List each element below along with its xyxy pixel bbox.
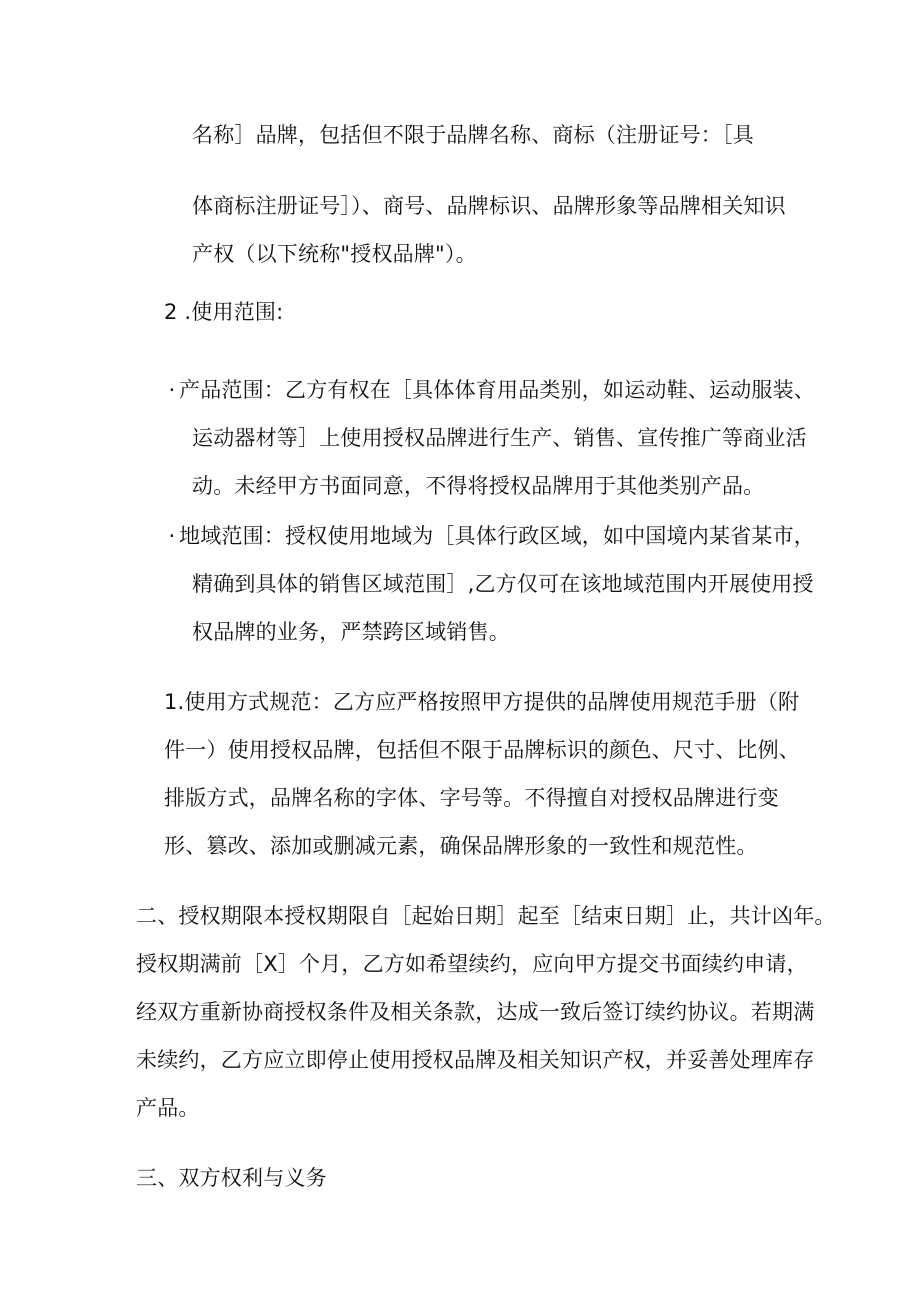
rights-obligations-heading: 三、双方权利与义务: [136, 1166, 327, 1190]
bullet-icon: ·: [168, 524, 176, 548]
region-scope-line: 精确到具体的销售区域范围］,乙方仅可在该地域范围内开展使用授: [192, 572, 814, 596]
bullet-icon: ·: [168, 378, 176, 402]
term-section-line: 产品。: [136, 1096, 200, 1120]
term-section-line: 经双方重新协商授权条件及相关条款，达成一致后签订续约协议。若期满: [136, 1000, 815, 1024]
region-scope-text: 地域范围：授权使用地域为［具体行政区域，如中国境内某省某市，: [179, 524, 815, 548]
product-scope-text: 产品范围：乙方有权在［具体体育用品类别，如运动鞋、运动服装、: [179, 378, 815, 402]
term-section-line: 未续约，乙方应立即停止使用授权品牌及相关知识产权，并妥善处理库存: [136, 1048, 815, 1072]
usage-norms-line: 1.使用方式规范：乙方应严格按照甲方提供的品牌使用规范手册（附: [164, 690, 800, 714]
product-scope-line: 运动器材等］上使用授权品牌进行生产、销售、宣传推广等商业活: [192, 426, 807, 450]
usage-norms-line: 件一）使用授权品牌，包括但不限于品牌标识的颜色、尺寸、比例、: [164, 738, 800, 762]
term-section-line: 授权期满前［X］个月，乙方如希望续约，应向甲方提交书面续约申请，: [136, 952, 808, 976]
clause-text-line: 产权（以下统称"授权品牌"）。: [192, 242, 477, 266]
clause-text-line: 名称］品牌，包括但不限于品牌名称、商标（注册证号：［具: [192, 123, 754, 147]
scope-heading: 2 .使用范围:: [164, 300, 284, 324]
clause-text-line: 体商标注册证号］）、商号、品牌标识、品牌形象等品牌相关知识: [192, 194, 786, 218]
usage-norms-line: 形、篡改、添加或删减元素，确保品牌形象的一致性和规范性。: [164, 834, 758, 858]
usage-norms-line: 排版方式，品牌名称的字体、字号等。不得擅自对授权品牌进行变: [164, 786, 779, 810]
product-scope-line: 动。未经甲方书面同意，不得将授权品牌用于其他类别产品。: [192, 474, 765, 498]
region-scope-line: [165, 522, 815, 550]
region-scope-line: 权品牌的业务，严禁跨区域销售。: [192, 620, 510, 644]
term-section-line: 二、授权期限本授权期限自［起始日期］起至［结束日期］止，共计凶年。: [136, 904, 836, 928]
product-scope-line: [165, 376, 815, 404]
